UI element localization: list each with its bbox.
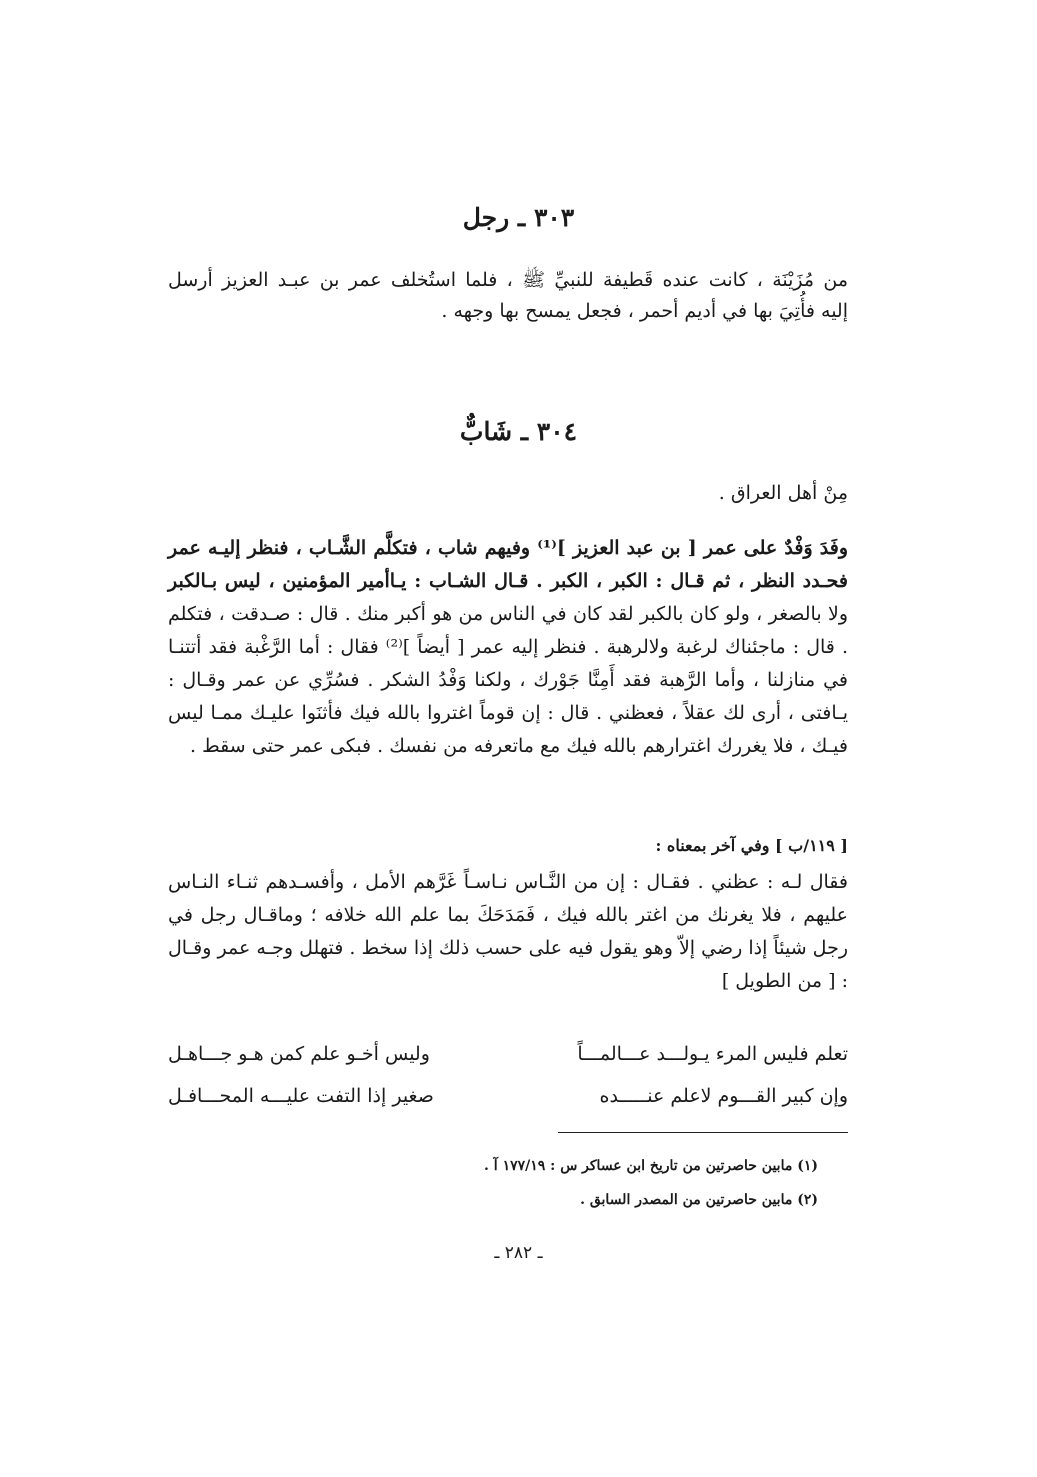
page-number: ـ ٢٨٢ ـ xyxy=(494,1243,543,1263)
section-304-title: ٣٠٤ ـ شَابٌّ xyxy=(459,417,578,446)
section-304-paragraph-2: فقال لـه : عظني . فقـال : إن من النَّـاس نـاسـاً غَرَّهم الأمل ، وأفسـدهم ثنـاء النـاس عليهم ، فلا يغرنك من اغتر بالله فيك ، فَمَدَحَكَ بما علم الله خلافه ؛ وماقـال رجل في رجل شيئاً إذا رضي إلاّ وهو يقول فيه على حسب ذلك إذا سخط . فتهلل وجـه عمر وقـال : [ من الطويل ] xyxy=(168,871,848,992)
verse-1-second-hemistich: وليس أخـو علم كمن هـو جـــاهـل xyxy=(168,1043,430,1065)
footnote-1: (١) مابين حاصرتين من تاريخ ابن عساكر س : ١٧٧/١٩ آ . xyxy=(484,1158,818,1174)
section-303-title: ٣٠٣ ـ رجل xyxy=(462,203,575,232)
section-304-reference-line: [ ١١٩/ب ] وفي آخر بمعناه : xyxy=(655,836,848,855)
verse-2-first-hemistich: وإن كبير القـــوم لاعلم عنـــــده xyxy=(599,1085,848,1107)
verse-line-1 xyxy=(168,1043,848,1075)
section-304-paragraph-1 xyxy=(168,532,848,763)
footnote-separator xyxy=(558,1132,848,1133)
paragraph-1-bold-text: وفَدَ وَفْدٌ على عمر [ بن عبد العزيز ]⁽¹⁾ وفيهم شاب ، فتكلَّم الشَّـاب ، فنظر إليـه عمر فحـدد النظر ، ثم قـال : الكبر ، الكبر . قـال الشـاب : يـاأمير المؤمنين ، ليس بـالكبر xyxy=(168,537,848,592)
section-303-line-2: إليه فأُتِيَ بها في أديم أحمر ، فجعل يمسح بها وجهه . xyxy=(441,300,848,322)
verse-line-2 xyxy=(168,1085,848,1117)
verse-1-first-hemistich: تعلم فليس المرء يـولـــد عـــالمـــاً xyxy=(577,1043,848,1065)
verse-2-second-hemistich: صغير إذا التفت عليـــه المحـــافـل xyxy=(168,1085,434,1107)
footnote-2: (٢) مابين حاصرتين من المصدر السابق . xyxy=(580,1192,818,1208)
paragraph-1-text: ولا بالصغر ، ولو كان بالكبر لقد كان في الناس من هو أكبر منك . قال : صـدقت ، فتكلم . قال : ماجئناك لرغبة ولالرهبة . فنظر إليه عمر [ أيضاً ]⁽²⁾ فقال : أما الرَّغْبة فقد أتتنـا في منازلنا ، وأما الرَّهبة فقد أَمِنَّا جَوْرك ، ولكنا وَفْدُ الشكر . فسُرِّي عن عمر وقـال : يـافتى ، أرى لك عقلاً ، فعظني . قال : إن قوماً اغتروا بالله فيك فأثنَوا عليـك ممـا ليس فيـك ، فلا يغررك اغترارهم بالله فيك مع ماتعرفه من نفسك . فبكى عمر حتى سقط . xyxy=(168,603,848,757)
section-303-body xyxy=(168,265,848,327)
section-304-intro: مِنْ أهل العراق . xyxy=(718,482,848,504)
poem-verses xyxy=(168,1043,848,1123)
section-303-line-1: من مُزَيْنَة ، كانت عنده قَطيفة للنبيِّ ﷺ ، فلما استُخلف عمر بن عبـد العزيز أرسل xyxy=(168,269,848,291)
